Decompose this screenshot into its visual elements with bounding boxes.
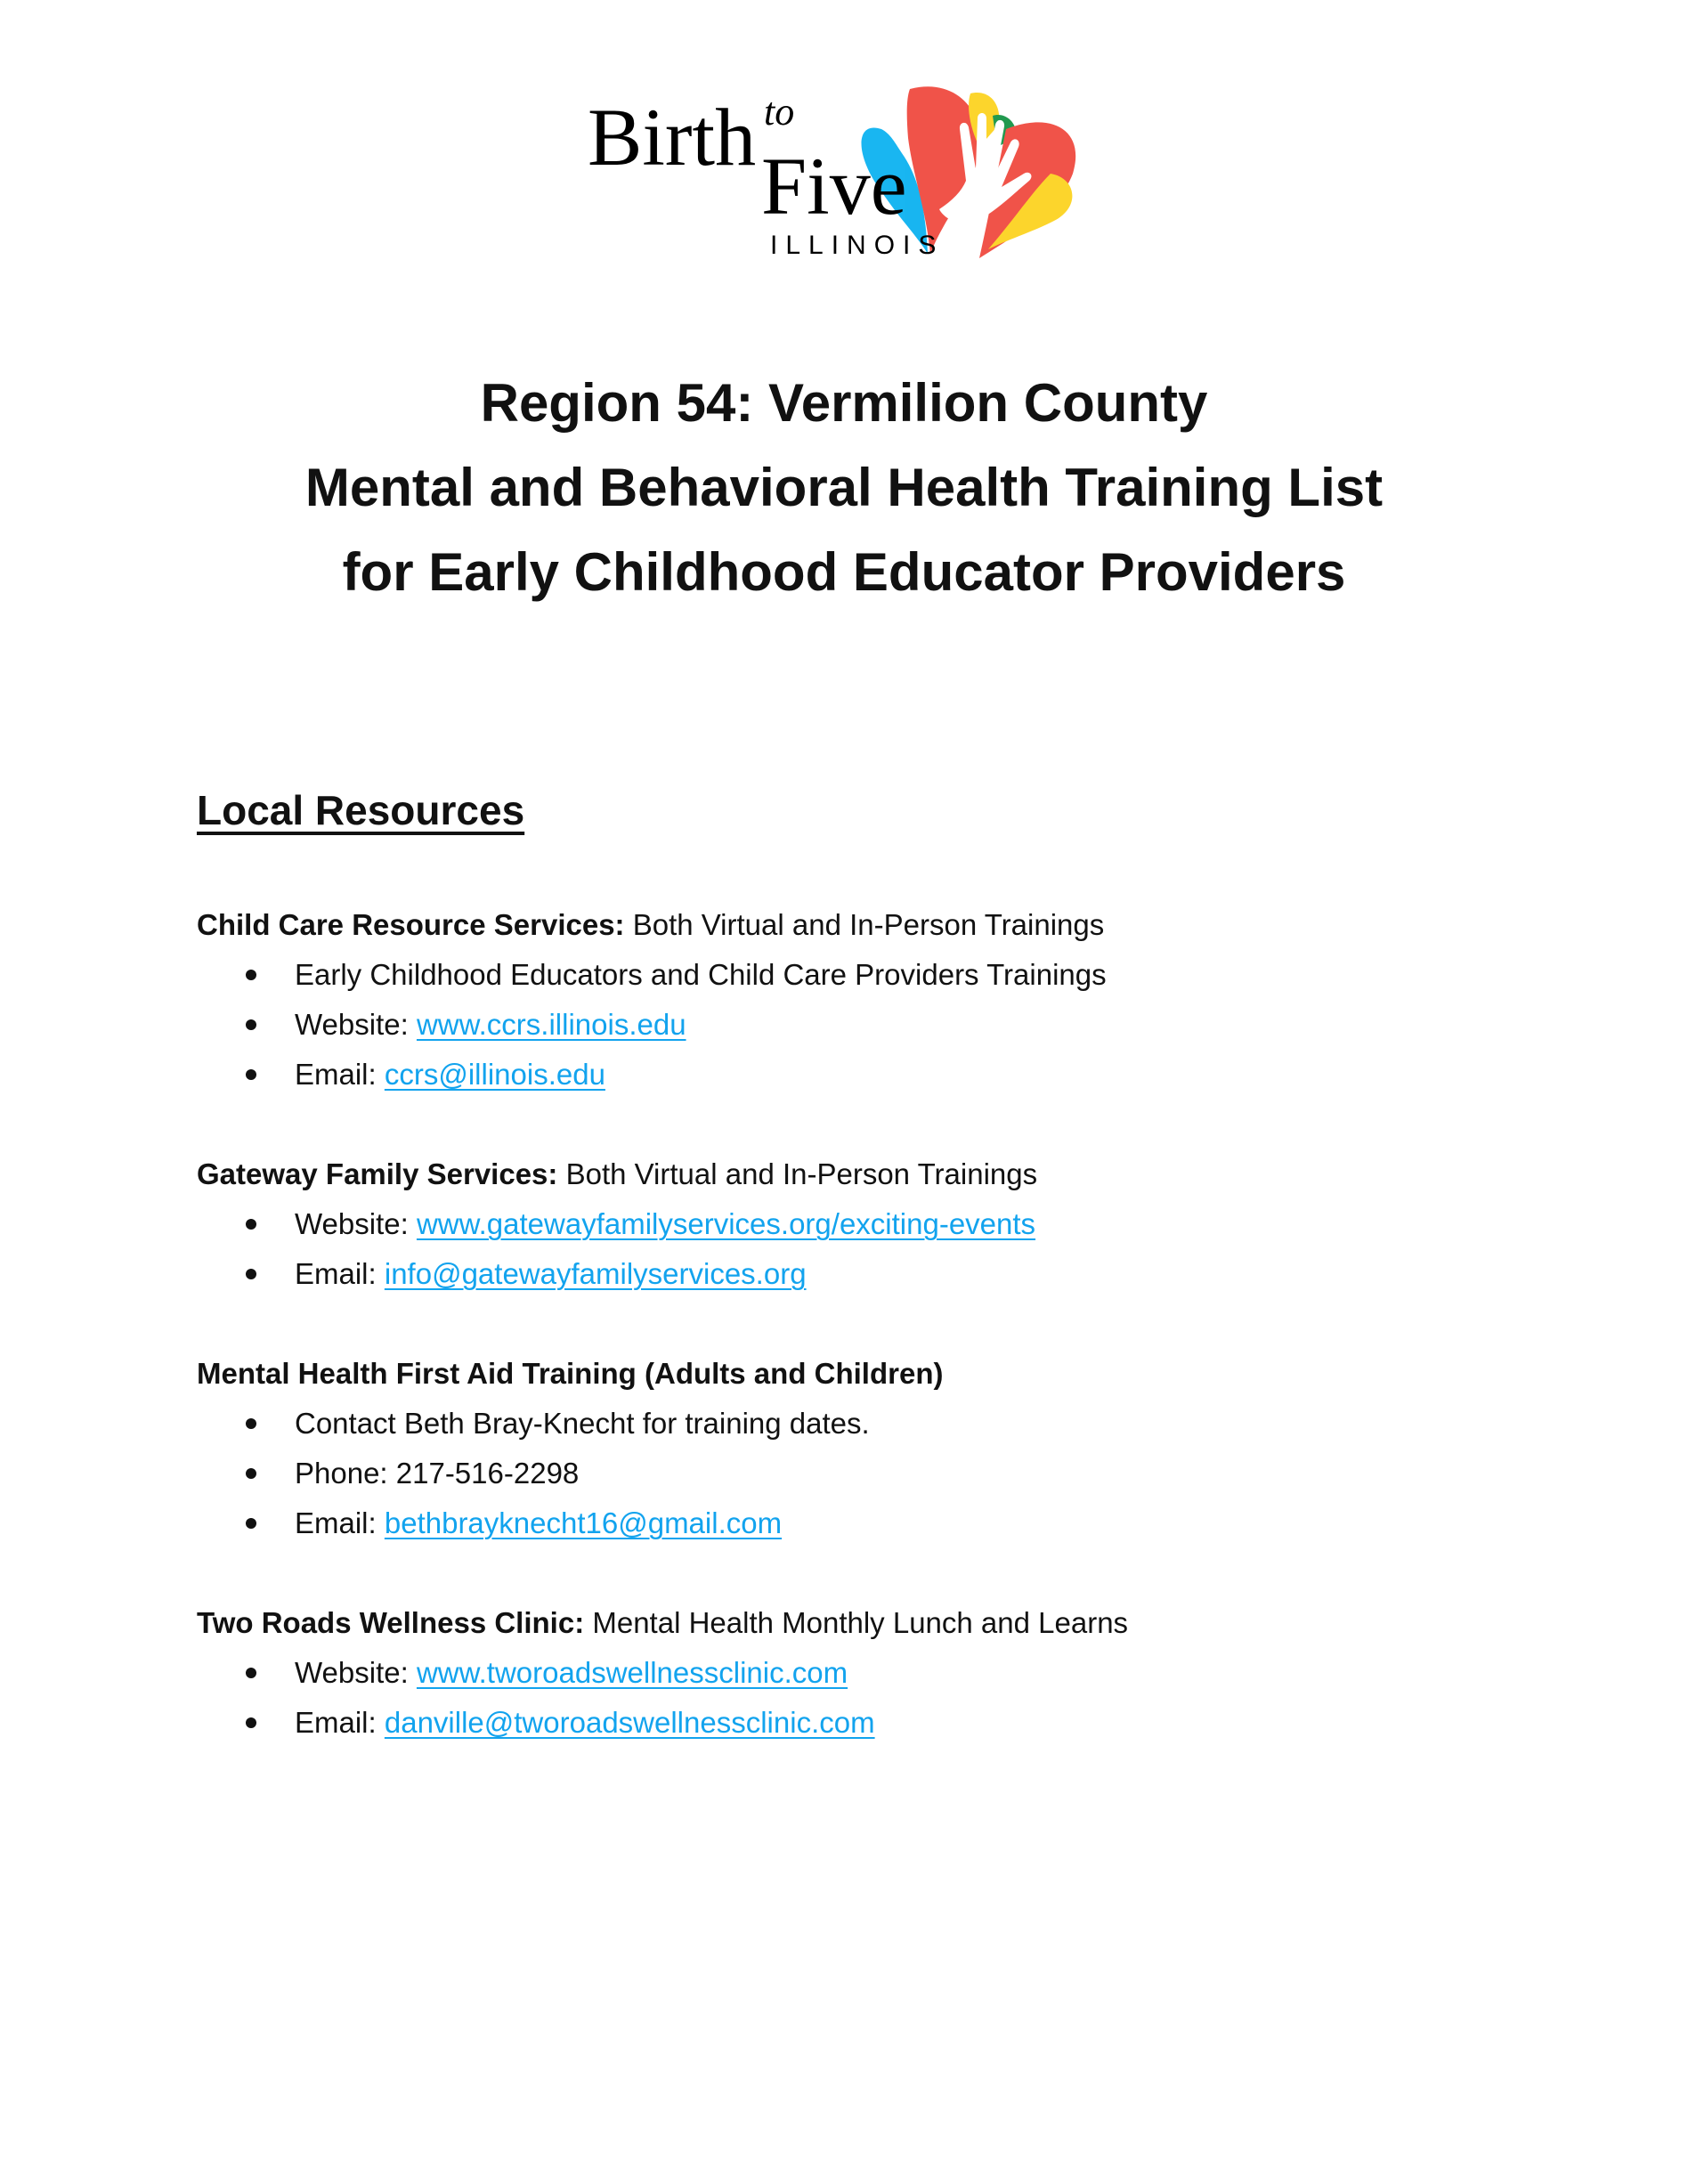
bullet-icon xyxy=(246,1269,256,1279)
list-item xyxy=(197,950,1128,1000)
resource-group-heading xyxy=(197,1349,1128,1399)
website-link[interactable]: www.gatewayfamilyservices.org/exciting-events xyxy=(416,1207,1036,1240)
resource-list xyxy=(197,900,1128,1798)
item-label: Phone: 217-516-2298 xyxy=(295,1457,580,1490)
resource-group-heading xyxy=(197,1598,1128,1648)
resource-description: Mental Health Monthly Lunch and Learns xyxy=(592,1606,1129,1639)
list-item xyxy=(197,1498,1128,1548)
list-item xyxy=(197,1249,1128,1299)
item-label: Email: xyxy=(295,1257,385,1290)
resource-name: Mental Health First Aid Training (Adults and Children) xyxy=(197,1357,944,1390)
list-item xyxy=(197,1648,1128,1698)
item-label: Email: xyxy=(295,1058,385,1091)
birth-to-five-illinois-logo xyxy=(588,76,1086,263)
bullet-icon xyxy=(246,1069,256,1080)
bullet-icon xyxy=(246,1019,256,1030)
website-link[interactable]: www.tworoadswellnessclinic.com xyxy=(416,1656,848,1689)
item-label: Website: xyxy=(295,1207,417,1240)
svg-text:ILLINOIS: ILLINOIS xyxy=(770,231,945,260)
bullet-icon xyxy=(246,970,256,980)
resource-group-heading xyxy=(197,900,1128,950)
svg-text:Birth: Birth xyxy=(588,92,757,183)
section-heading-local-resources: Local Resources xyxy=(197,787,525,833)
email-link[interactable]: danville@tworoadswellnessclinic.com xyxy=(384,1706,875,1739)
page-title xyxy=(0,361,1688,614)
email-link[interactable]: bethbrayknecht16@gmail.com xyxy=(384,1506,783,1539)
resource-group xyxy=(197,1598,1128,1748)
list-item xyxy=(197,1199,1128,1249)
svg-text:Five: Five xyxy=(761,141,907,231)
list-item xyxy=(197,1050,1128,1100)
item-label: Email: xyxy=(295,1706,385,1739)
resource-description: Both Virtual and In-Person Trainings xyxy=(565,1157,1038,1190)
item-label: Early Childhood Educators and Child Care Providers Trainings xyxy=(295,958,1107,991)
resource-group xyxy=(197,900,1128,1100)
item-label: Email: xyxy=(295,1506,385,1539)
resource-group xyxy=(197,1349,1128,1548)
bullet-icon xyxy=(246,1468,256,1479)
list-item xyxy=(197,1698,1128,1748)
resource-description: Both Virtual and In-Person Trainings xyxy=(632,908,1105,941)
list-item xyxy=(197,1399,1128,1449)
bullet-icon xyxy=(246,1518,256,1529)
resource-name: Child Care Resource Services: xyxy=(197,908,625,941)
bullet-icon xyxy=(246,1418,256,1429)
title-line-3: for Early Childhood Educator Providers xyxy=(342,542,1346,602)
title-line-2: Mental and Behavioral Health Training List xyxy=(304,458,1384,517)
item-label: Contact Beth Bray-Knecht for training dates. xyxy=(295,1407,870,1440)
list-item xyxy=(197,1000,1128,1050)
bullet-icon xyxy=(246,1668,256,1678)
bullet-icon xyxy=(246,1717,256,1728)
bullet-icon xyxy=(246,1219,256,1230)
resource-name: Gateway Family Services: xyxy=(197,1157,558,1190)
resource-name: Two Roads Wellness Clinic: xyxy=(197,1606,585,1639)
item-label: Website: xyxy=(295,1008,417,1041)
email-link[interactable]: ccrs@illinois.edu xyxy=(384,1058,605,1091)
resource-group xyxy=(197,1149,1128,1299)
title-line-1: Region 54: Vermilion County xyxy=(480,373,1208,433)
list-item xyxy=(197,1449,1128,1498)
svg-text:to: to xyxy=(764,90,795,134)
resource-group-heading xyxy=(197,1149,1128,1199)
item-label: Website: xyxy=(295,1656,417,1689)
website-link[interactable]: www.ccrs.illinois.edu xyxy=(416,1008,686,1041)
email-link[interactable]: info@gatewayfamilyservices.org xyxy=(384,1257,807,1290)
